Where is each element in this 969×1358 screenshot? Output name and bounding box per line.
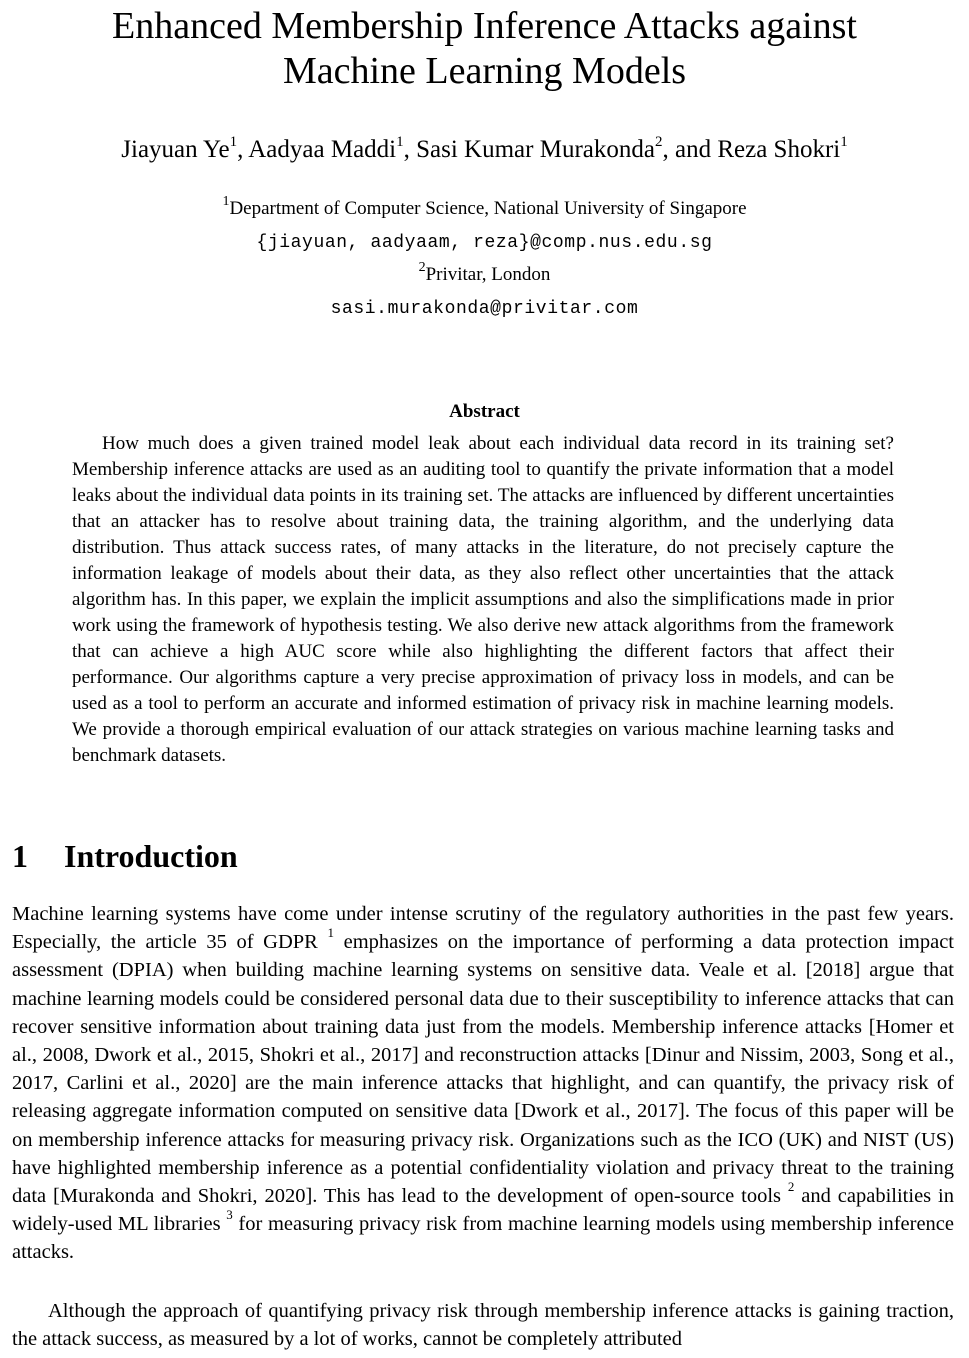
affiliation-2-email[interactable]: sasi.murakonda@privitar.com — [330, 299, 639, 319]
author-list — [0, 133, 969, 167]
affiliation-name: Department of Computer Science, National University of Singapore — [229, 198, 747, 219]
intro-paragraph-1 — [12, 900, 954, 1267]
footnote-mark-2[interactable]: 2 — [787, 1179, 795, 1195]
affiliation-name: Privitar, London — [425, 264, 551, 285]
intro-text-c: and capabilities in widely-used ML libraries — [12, 1185, 954, 1236]
author-name: Aadyaa Maddi — [248, 136, 397, 163]
author-separator: , — [237, 136, 249, 163]
affiliation-mark: 1 — [222, 193, 230, 209]
author-separator: , — [403, 136, 417, 163]
footnote-mark-3[interactable]: 3 — [226, 1207, 233, 1223]
author-name: Sasi Kumar Murakonda — [416, 136, 655, 163]
section-number: 1 — [12, 838, 28, 874]
section-title: Introduction — [64, 838, 238, 874]
author-name: Reza Shokri — [717, 136, 841, 163]
intro-paragraph-2: Although the approach of quantifying privacy risk through membership inference attacks is gaining traction, the attack success, as measured by a lot of works, cannot be completely attributed — [12, 1300, 954, 1351]
author-separator: , and — [662, 136, 718, 163]
title-line-2: Machine Learning Models — [282, 50, 687, 92]
affiliation-mark: 2 — [418, 259, 426, 275]
author-affiliation-mark: 1 — [840, 133, 848, 150]
author-affiliation-mark: 2 — [654, 133, 663, 150]
paper-title — [0, 4, 969, 94]
section-heading — [12, 836, 238, 876]
abstract-heading: Abstract — [449, 401, 520, 422]
abstract-text: How much does a given trained model leak about each individual data record in its training set? Membership inference attacks are used as an auditing tool to quantify the private information that a model leaks about the individual data points in its training set. The attacks are influenced by different uncertainties that an attacker has to resolve about training data, the training algorithm, and the underlying data distribution. Thus attack success rates, of many attacks in the literature, do not precisely capture the information leakage of models about their data, as they also reflect other uncertainties that the attack algorithm has. In this paper, we explain the implicit assumptions and also the simplifications made in prior work using the framework of hypothesis testing. We also derive new attack algorithms from the framework that can achieve a high AUC score while also highlighting the different factors that affect their performance. Our algorithms capture a very precise approximation of privacy loss in models, and can be used as a tool to perform an accurate and informed estimation of privacy risk in machine learning models. We provide a thorough empirical evaluation of our attack strategies on various machine learning tasks and benchmark datasets. — [72, 433, 894, 766]
footnote-mark-1[interactable]: 1 — [327, 925, 334, 941]
intro-text-a: Machine learning systems have come under intense scrutiny of the regulatory authorities in the past few years. Especially, the article 35 of GDPR — [12, 903, 954, 954]
intro-text-d: for measuring privacy risk from machine learning models using membership inference attacks. — [12, 1213, 954, 1264]
author-affiliation-mark: 1 — [396, 133, 404, 150]
author-affiliation-mark: 1 — [229, 133, 238, 150]
title-line-1: Enhanced Membership Inference Attacks against — [112, 5, 857, 47]
affiliation-1-email[interactable]: {jiayuan, aadyaam, reza}@comp.nus.edu.sg — [256, 233, 713, 253]
affiliation-1 — [0, 193, 969, 222]
affiliation-2 — [0, 259, 969, 288]
intro-text-b: emphasizes on the importance of performing a data protection impact assessment (DPIA) when building machine learning systems on sensitive data. Veale et al. [2018] argue that machine learning models could be considered personal data due to their susceptibility to inference attacks that can recover sensitive information about training data just from the models. Membership inference attacks [Homer et al., 2008, Dwork et al., 2015, Shokri et al., 2017] and reconstruction attacks [Dinur and Nissim, 2003, Song et al., 2017, Carlini et al., 2020] are the main inference attacks that highlight, and can quantify, the privacy risk of releasing aggregate information computed on sensitive data [Dwork et al., 2017]. The focus of this paper will be on membership inference attacks for measuring privacy risk. Organizations such as the ICO (UK) and NIST (US) have highlighted membership inference as a potential confidentiality violation and privacy threat to the training data [Murakonda and Shokri, 2020]. This has lead to the development of open-source tools — [12, 931, 954, 1208]
author-name: Jiayuan Ye — [121, 136, 230, 163]
